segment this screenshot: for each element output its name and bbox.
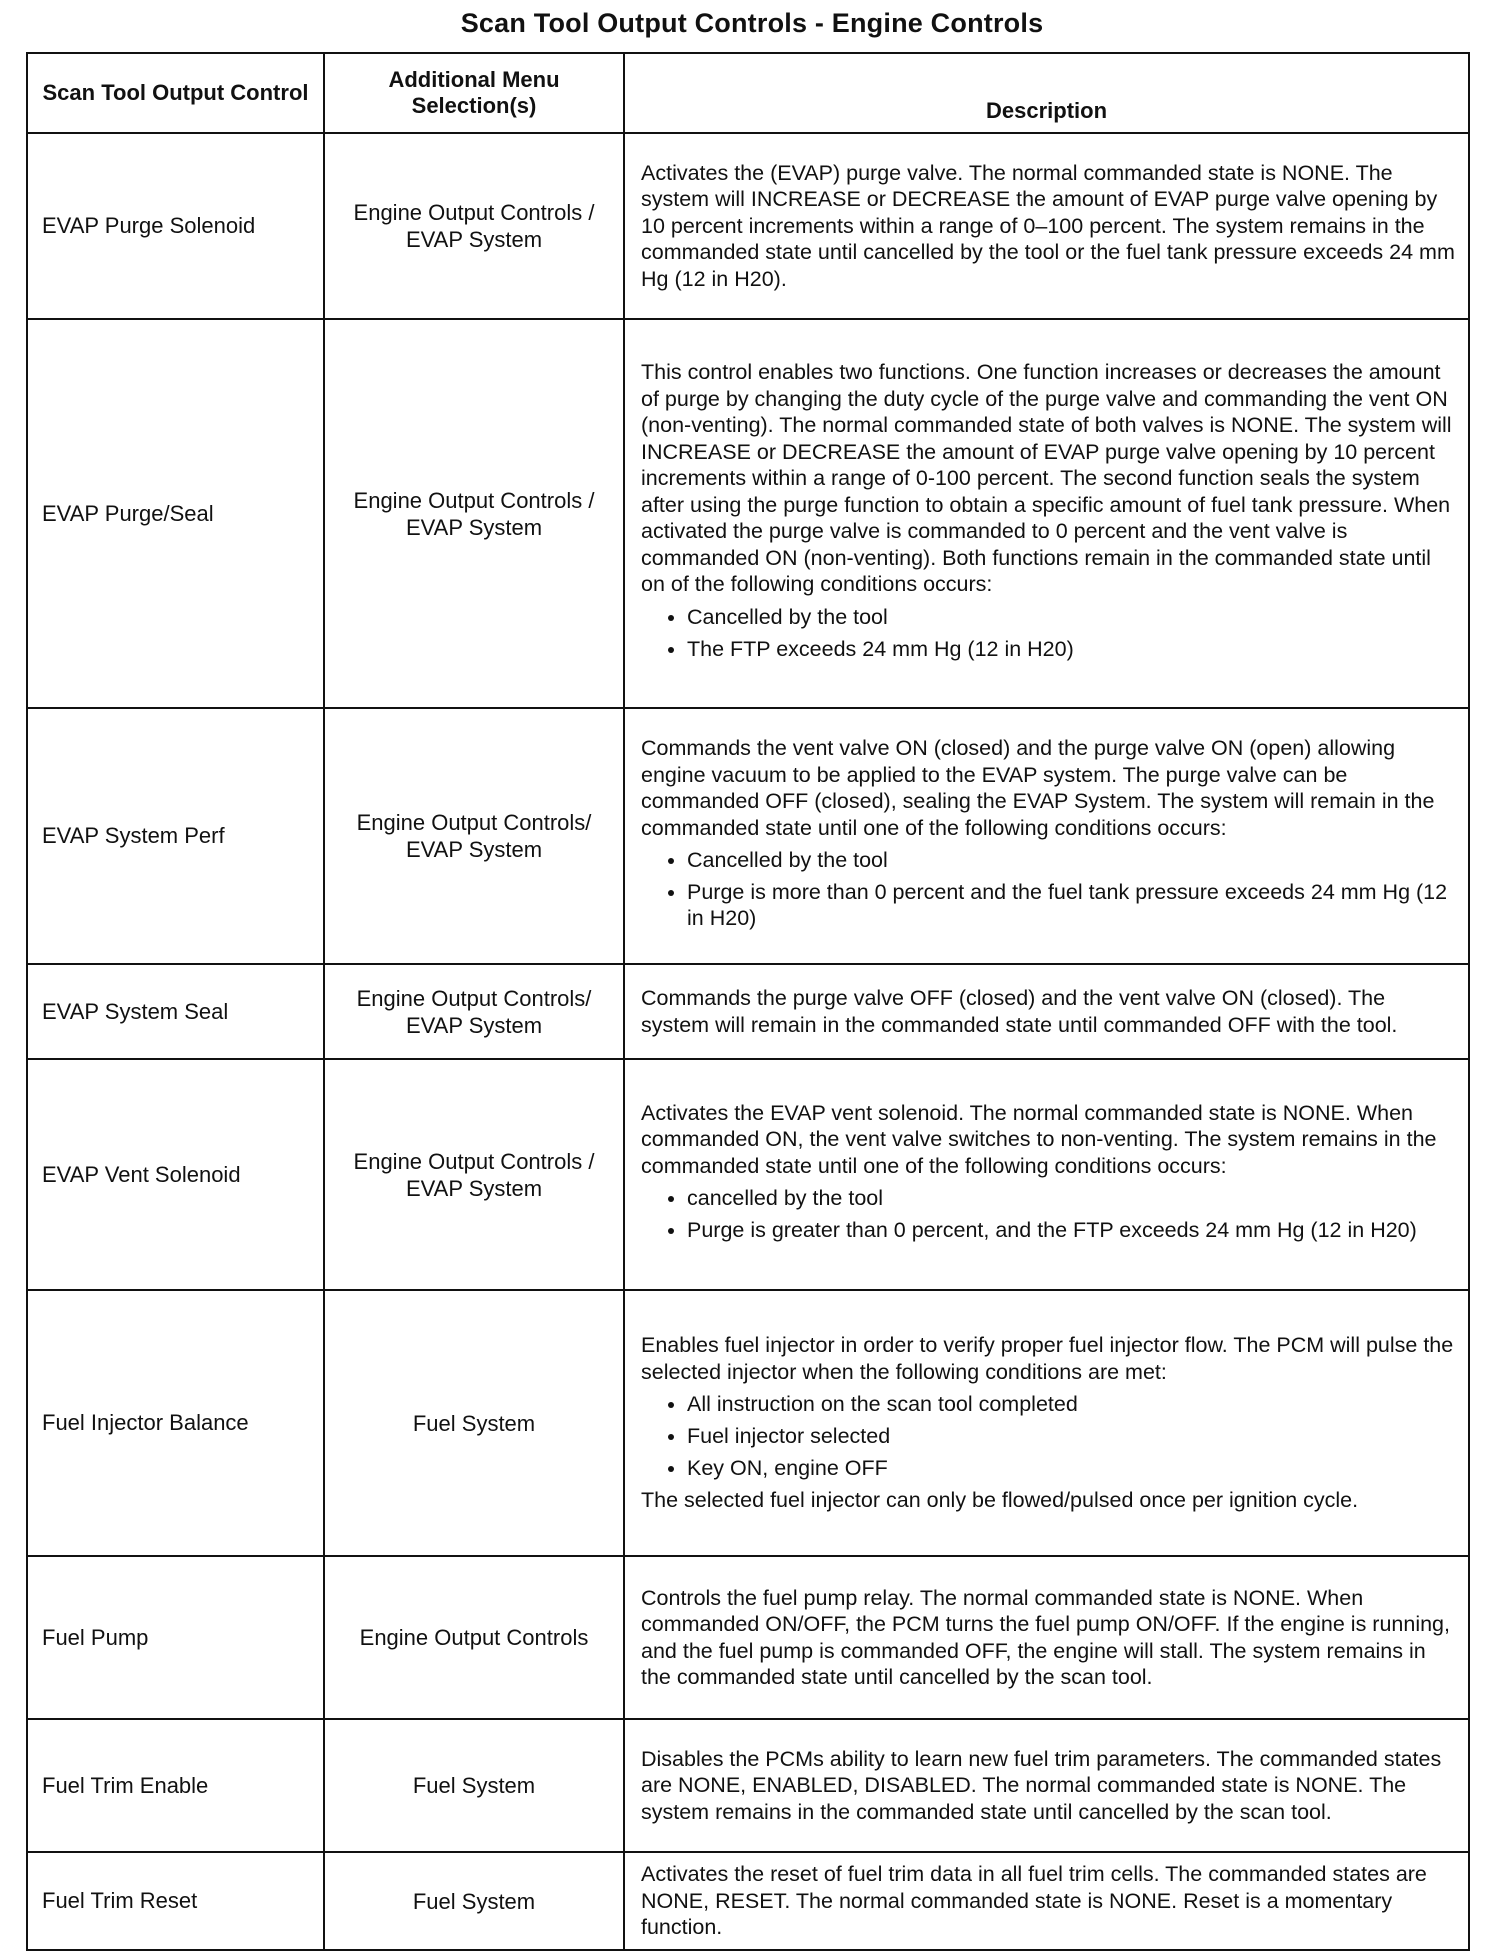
table-row	[27, 964, 1469, 1059]
condition-list	[641, 1185, 1458, 1243]
table-row	[27, 1059, 1469, 1290]
condition-item: • Purge is greater than 0 percent, and the FTP exceeds 24 mm Hg (12 in H20)	[687, 1217, 1458, 1243]
header-description: Description	[624, 53, 1469, 133]
output-control-name: EVAP Vent Solenoid	[27, 1059, 324, 1290]
header-menu-selection: Additional Menu Selection(s)	[324, 53, 624, 133]
page-title: Scan Tool Output Controls - Engine Controls	[460, 8, 1044, 38]
table-body	[27, 133, 1469, 1950]
table-row	[27, 319, 1469, 708]
output-control-name: Fuel Trim Reset	[27, 1852, 324, 1950]
header-row	[27, 53, 1469, 133]
table-header	[27, 53, 1469, 133]
menu-selection: Engine Output Controls / EVAP System	[324, 319, 624, 708]
condition-list	[641, 847, 1458, 931]
table-row	[27, 1719, 1469, 1852]
condition-item: • Purge is more than 0 percent and the fuel tank pressure exceeds 24 mm Hg (12 in H20)	[687, 879, 1458, 931]
condition-item: • Cancelled by the tool	[687, 604, 1458, 630]
description-cell	[624, 133, 1469, 319]
description-cell	[624, 1556, 1469, 1719]
menu-selection: Fuel System	[324, 1719, 624, 1852]
output-controls-table	[26, 52, 1470, 1951]
condition-list	[641, 604, 1458, 662]
table-row	[27, 1556, 1469, 1719]
table-row	[27, 1290, 1469, 1556]
output-control-name: EVAP System Perf	[27, 708, 324, 964]
output-control-name: EVAP Purge/Seal	[27, 319, 324, 708]
description-note: The selected fuel injector can only be flowed/pulsed once per ignition cycle.	[641, 1488, 1359, 1513]
description-cell	[624, 1852, 1469, 1950]
description-cell	[624, 708, 1469, 964]
description-text: Disables the PCMs ability to learn new fuel trim parameters. The commanded states are NONE, ENABLED, DISABLED. The normal commanded state is NONE. The system remains in the commanded state until cancelled by the scan tool.	[641, 1746, 1442, 1824]
menu-selection: Fuel System	[324, 1852, 624, 1950]
description-cell	[624, 1290, 1469, 1556]
menu-selection: Engine Output Controls / EVAP System	[324, 133, 624, 319]
description-text: Controls the fuel pump relay. The normal commanded state is NONE. When commanded ON/OFF, the PCM turns the fuel pump ON/OFF. If the engine is running, and the fuel pump is commanded OFF, the engine will stall. The system remains in the commanded state until cancelled by the scan tool.	[641, 1585, 1450, 1689]
menu-selection: Engine Output Controls	[324, 1556, 624, 1719]
output-control-name: Fuel Injector Balance	[27, 1290, 324, 1556]
output-control-name: EVAP System Seal	[27, 964, 324, 1059]
description-cell	[624, 964, 1469, 1059]
output-control-name: EVAP Purge Solenoid	[27, 133, 324, 319]
menu-selection: Engine Output Controls/ EVAP System	[324, 708, 624, 964]
description-text: Commands the vent valve ON (closed) and the purge valve ON (open) allowing engine vacuum to be applied to the EVAP system. The purge valve can be commanded OFF (closed), sealing the EVAP System. The system will remain in the commanded state until one of the following conditions occurs:	[641, 736, 1435, 840]
description-text: Commands the purge valve OFF (closed) and the vent valve ON (closed). The system will remain in the commanded state until commanded OFF with the tool.	[641, 986, 1398, 1037]
menu-selection: Engine Output Controls / EVAP System	[324, 1059, 624, 1290]
condition-item: • Key ON, engine OFF	[687, 1455, 1458, 1481]
table-row	[27, 1852, 1469, 1950]
description-text: Activates the reset of fuel trim data in all fuel trim cells. The commanded states are NONE, RESET. The normal commanded state is NONE. Reset is a momentary function.	[641, 1862, 1427, 1940]
description-text: Enables fuel injector in order to verify proper fuel injector flow. The PCM will pulse the selected injector when the following conditions are met:	[641, 1333, 1454, 1384]
output-control-name: Fuel Pump	[27, 1556, 324, 1719]
condition-item: • All instruction on the scan tool completed	[687, 1391, 1458, 1417]
description-cell	[624, 319, 1469, 708]
description-cell	[624, 1059, 1469, 1290]
output-control-name: Fuel Trim Enable	[27, 1719, 324, 1852]
condition-item: • The FTP exceeds 24 mm Hg (12 in H20)	[687, 636, 1458, 662]
menu-selection: Engine Output Controls/ EVAP System	[324, 964, 624, 1059]
description-cell	[624, 1719, 1469, 1852]
description-text: Activates the (EVAP) purge valve. The normal commanded state is NONE. The system will INCREASE or DECREASE the amount of EVAP purge valve opening by 10 percent increments within a range of 0–100 percent. The system remains in the commanded state until cancelled by the tool or the fuel tank pressure exceeds 24 mm Hg (12 in H20).	[641, 160, 1455, 291]
table-row	[27, 133, 1469, 319]
description-text: This control enables two functions. One function increases or decreases the amount of purge by changing the duty cycle of the purge valve and commanding the vent ON (non-venting). The normal commanded state of both valves is NONE. The system will INCREASE or DECREASE the amount of EVAP purge valve opening by 10 percent increments within a range of 0-100 percent. The second function seals the system after using the purge function to obtain a specific amount of fuel tank pressure. When activated the purge valve is commanded to 0 percent and the vent valve is commanded ON (non-venting). Both functions remain in the commanded state until on of the following conditions occurs:	[641, 360, 1452, 597]
header-output-control: Scan Tool Output Control	[27, 53, 324, 133]
description-text: Activates the EVAP vent solenoid. The normal commanded state is NONE. When commanded ON, the vent valve switches to non-venting. The system remains in the commanded state until one of the following conditions occurs:	[641, 1100, 1437, 1178]
condition-item: • Cancelled by the tool	[687, 847, 1458, 873]
condition-item: • cancelled by the tool	[687, 1185, 1458, 1211]
condition-item: • Fuel injector selected	[687, 1423, 1458, 1449]
table-row	[27, 708, 1469, 964]
condition-list	[641, 1391, 1458, 1481]
menu-selection: Fuel System	[324, 1290, 624, 1556]
